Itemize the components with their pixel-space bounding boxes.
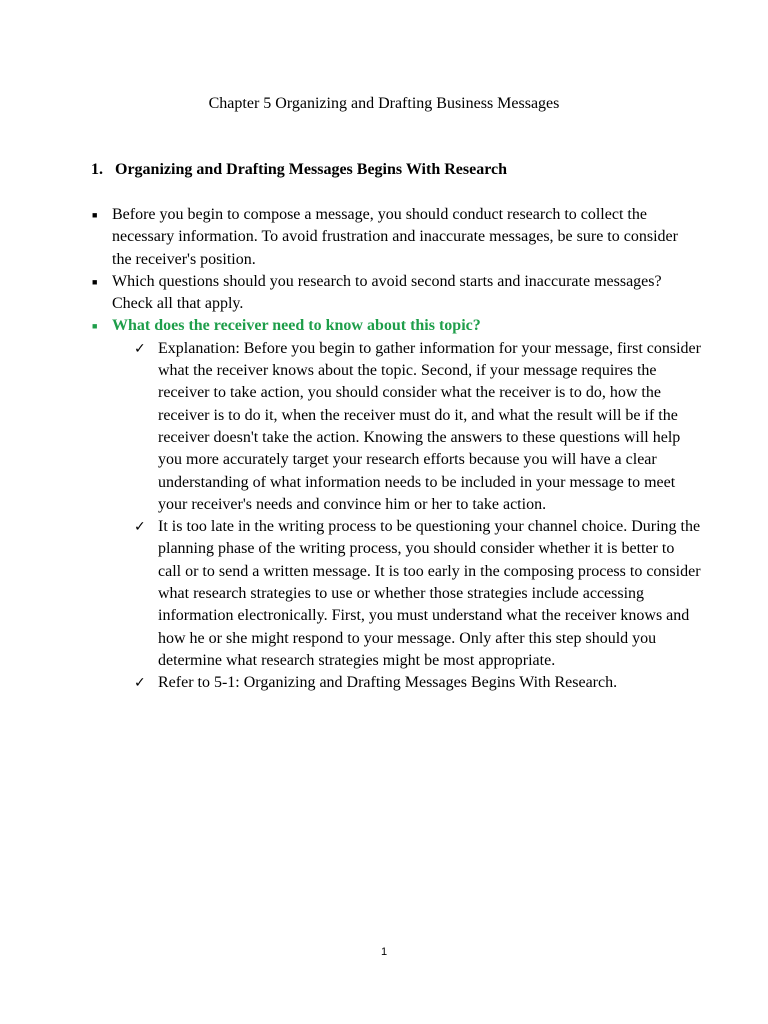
list-item — [91, 271, 701, 316]
section-heading-text: Organizing and Drafting Messages Begins With Research — [115, 161, 508, 178]
checklist-container — [91, 338, 701, 695]
check-item — [134, 516, 701, 672]
check-text: Refer to 5-1: Organizing and Drafting Messages Begins With Research. — [158, 674, 618, 692]
square-bullet-icon: ■ — [92, 321, 98, 332]
square-bullet-icon: ■ — [92, 276, 98, 287]
checkmark-icon: ✓ — [134, 340, 146, 357]
check-text: Explanation: Before you begin to gather information for your message, first consider what the receiver knows about the topic. Second, if your message requires the receiver to take action, you should consider what the receiver is to do, how the receiver is to do it, when the receiver must do it, and what the result will be if the receiver doesn't take the action. Knowing the answers to these questions will help you more accurately target your research efforts because you will have a clear understanding of what information needs to be included in your message to meet your receiver's needs and convince him or her to take action. — [158, 339, 701, 513]
check-text: It is too late in the writing process to be questioning your channel choice. During the planning phase of the writing process, you should consider whether it is better to call or to send a written message. It is too early in the composing process to consider what research strategies to use or whether those strategies include accessing information electronically. First, you must understand what the receiver knows and how he or she might respond to your message. Only after this step should you determine what research strategies might be most appropriate. — [158, 518, 701, 669]
document-title: Chapter 5 Organizing and Drafting Business Messages — [208, 95, 560, 112]
checkmark-icon: ✓ — [134, 675, 146, 692]
bullet-list — [91, 204, 701, 695]
bullet-text: Which questions should you research to avoid second starts and inaccurate messages? Check all that apply. — [112, 272, 662, 313]
bullet-text: Before you begin to compose a message, you should conduct research to collect the necessary information. To avoid frustration and inaccurate messages, be sure to consider the receiver's position. — [112, 206, 678, 268]
check-item — [134, 338, 701, 516]
check-list — [91, 338, 701, 695]
page-number: 1 — [380, 946, 388, 958]
section-heading — [91, 159, 507, 181]
square-bullet-icon: ■ — [92, 210, 98, 220]
highlighted-answer-text: What does the receiver need to know about this topic? — [112, 317, 481, 335]
section-number: 1. — [91, 161, 103, 178]
highlighted-list-item — [91, 315, 701, 337]
check-item — [134, 672, 701, 694]
checkmark-icon: ✓ — [134, 519, 146, 536]
list-item — [91, 204, 701, 271]
